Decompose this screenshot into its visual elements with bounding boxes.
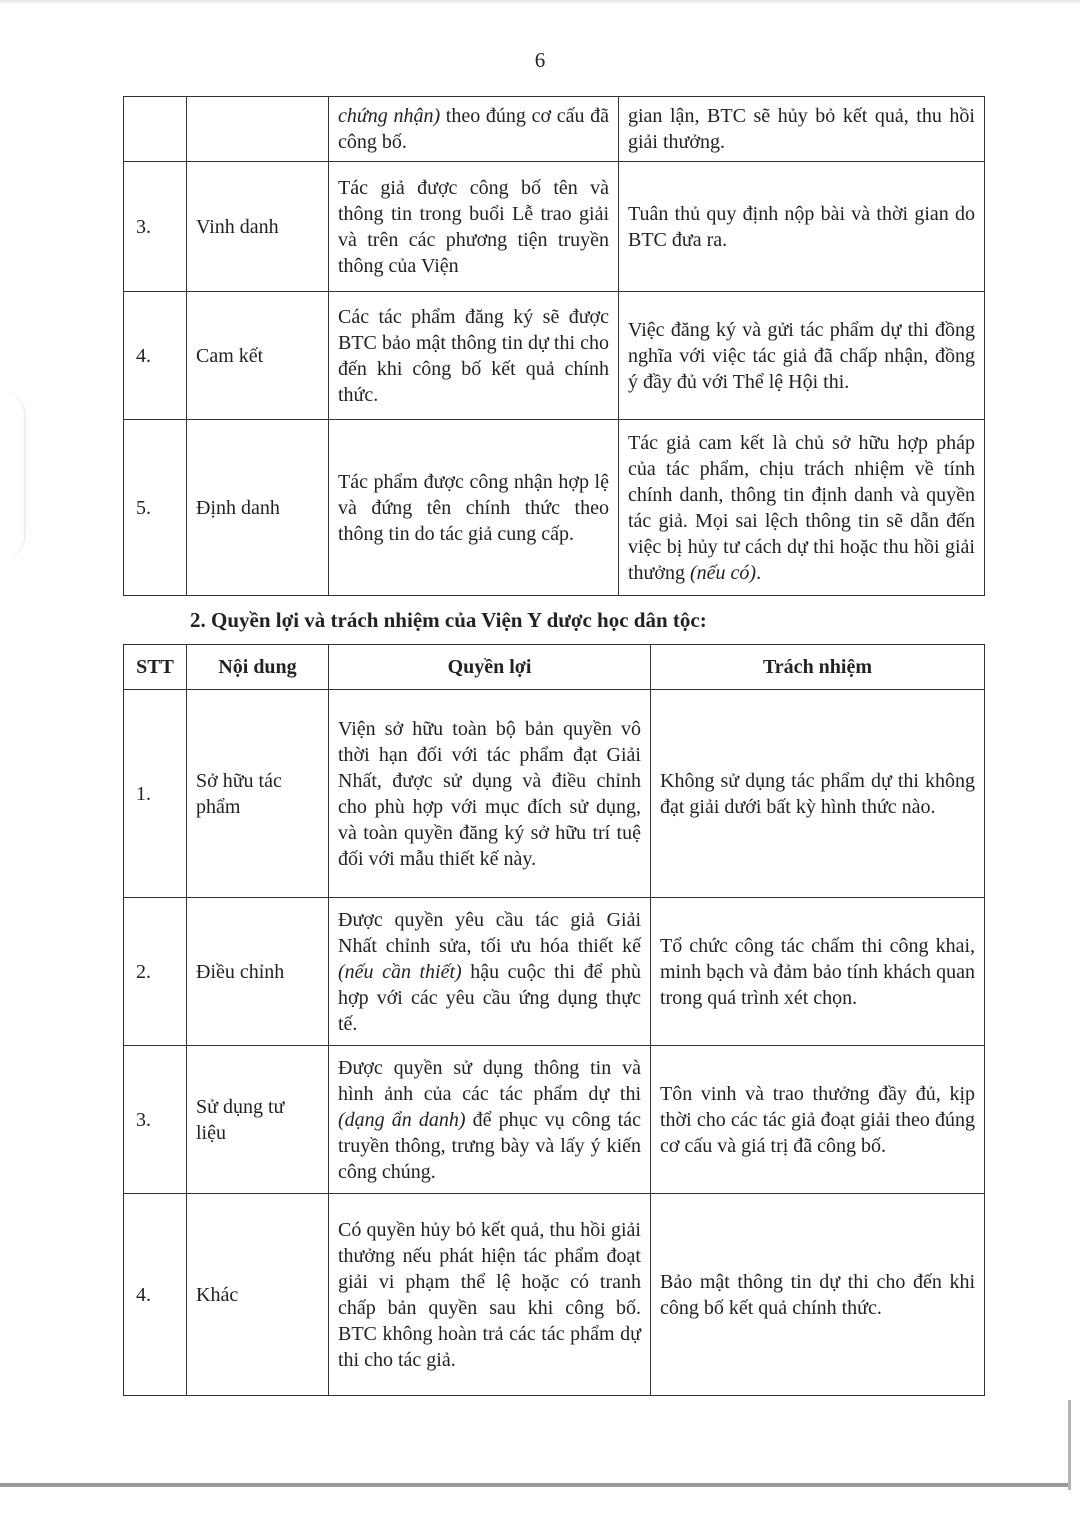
header-duties: Trách nhiệm [651, 645, 985, 690]
table-row [124, 1194, 985, 1396]
row-rights: Tác giả được công bố tên và thông tin trong buổi Lễ trao giải và trên các phương tiện truyền thông của Viện [329, 162, 619, 292]
row-content: Sở hữu tác phẩm [187, 690, 329, 898]
row-content: Vinh danh [187, 162, 329, 292]
row-rights: Có quyền hủy bỏ kết quả, thu hồi giải thưởng nếu phát hiện tác phẩm đoạt giải vi phạm thể lệ hoặc có tranh chấp bản quyền sau khi công bố. BTC không hoàn trả các tác phẩm dự thi cho tác giả. [329, 1194, 651, 1396]
row-content: Điều chỉnh [187, 898, 329, 1046]
row-rights: Được quyền yêu cầu tác giả Giải Nhất chỉnh sửa, tối ưu hóa thiết kế (nếu cần thiết) hậu cuộc thi để phù hợp với các yêu cầu ứng dụng thực tế. [329, 898, 651, 1046]
row-content: Định danh [187, 420, 329, 596]
section-heading: 2. Quyền lợi và trách nhiệm của Viện Y dược học dân tộc: [190, 608, 707, 632]
row-duties: Tác giả cam kết là chủ sở hữu hợp pháp của tác phẩm, chịu trách nhiệm về tính chính danh, thông tin định danh và quyền tác giả. Mọi sai lệch thông tin sẽ dẫn đến việc bị hủy tư cách dự thi hoặc thu hồi giải thưởng (nếu có). [619, 420, 985, 596]
table-row [124, 1046, 985, 1194]
row-duties: Việc đăng ký và gửi tác phẩm dự thi đồng nghĩa với việc tác giả đã chấp nhận, đồng ý đầy đủ với Thể lệ Hội thi. [619, 292, 985, 420]
row-content [187, 97, 329, 162]
row-duties: Bảo mật thông tin dự thi cho đến khi công bố kết quả chính thức. [651, 1194, 985, 1396]
header-content: Nội dung [187, 645, 329, 690]
table-row [124, 162, 985, 292]
row-rights: Viện sở hữu toàn bộ bản quyền vô thời hạn đối với tác phẩm đạt Giải Nhất, được sử dụng và điều chỉnh cho phù hợp với mục đích sử dụng, và toàn quyền đăng ký sở hữu trí tuệ đối với mẫu thiết kế này. [329, 690, 651, 898]
table-row [124, 420, 985, 596]
row-stt: 3. [124, 1046, 187, 1194]
row-rights: Các tác phẩm đăng ký sẽ được BTC bảo mật thông tin dự thi cho đến khi công bố kết quả chính thức. [329, 292, 619, 420]
row-stt: 4. [124, 1194, 187, 1396]
row-content: Khác [187, 1194, 329, 1396]
row-stt [124, 97, 187, 162]
table-row [124, 97, 985, 162]
table-row [124, 690, 985, 898]
row-duties: Tổ chức công tác chấm thi công khai, minh bạch và đảm bảo tính khách quan trong quá trình xét chọn. [651, 898, 985, 1046]
participant-rights-table-continued [123, 96, 985, 596]
header-rights: Quyền lợi [329, 645, 651, 690]
scan-right-edge [1068, 1400, 1071, 1490]
row-content: Cam kết [187, 292, 329, 420]
table-row [124, 898, 985, 1046]
row-duties: gian lận, BTC sẽ hủy bỏ kết quả, thu hồi giải thưởng. [619, 97, 985, 162]
table-header-row [124, 645, 985, 690]
row-rights: Được quyền sử dụng thông tin và hình ảnh của các tác phẩm dự thi (dạng ẩn danh) để phục vụ công tác truyền thông, trưng bày và lấy ý kiến công chúng. [329, 1046, 651, 1194]
header-stt: STT [124, 645, 187, 690]
row-stt: 3. [124, 162, 187, 292]
row-stt: 5. [124, 420, 187, 596]
row-rights: chứng nhận) theo đúng cơ cấu đã công bố. [329, 97, 619, 162]
table-row [124, 292, 985, 420]
row-content: Sử dụng tư liệu [187, 1046, 329, 1194]
row-rights: Tác phẩm được công nhận hợp lệ và đứng tên chính thức theo thông tin do tác giả cung cấp. [329, 420, 619, 596]
faint-stamp-edge [0, 390, 26, 560]
scan-top-shadow [0, 0, 1080, 4]
row-duties: Không sử dụng tác phẩm dự thi không đạt giải dưới bất kỳ hình thức nào. [651, 690, 985, 898]
row-stt: 2. [124, 898, 187, 1046]
scan-bottom-edge [0, 1483, 1070, 1487]
row-stt: 1. [124, 690, 187, 898]
row-duties: Tuân thủ quy định nộp bài và thời gian do BTC đưa ra. [619, 162, 985, 292]
institute-rights-table [123, 644, 985, 1396]
row-duties: Tôn vinh và trao thưởng đầy đủ, kịp thời cho các tác giả đoạt giải theo đúng cơ cấu và giá trị đã công bố. [651, 1046, 985, 1194]
row-stt: 4. [124, 292, 187, 420]
page-number: 6 [534, 48, 546, 72]
